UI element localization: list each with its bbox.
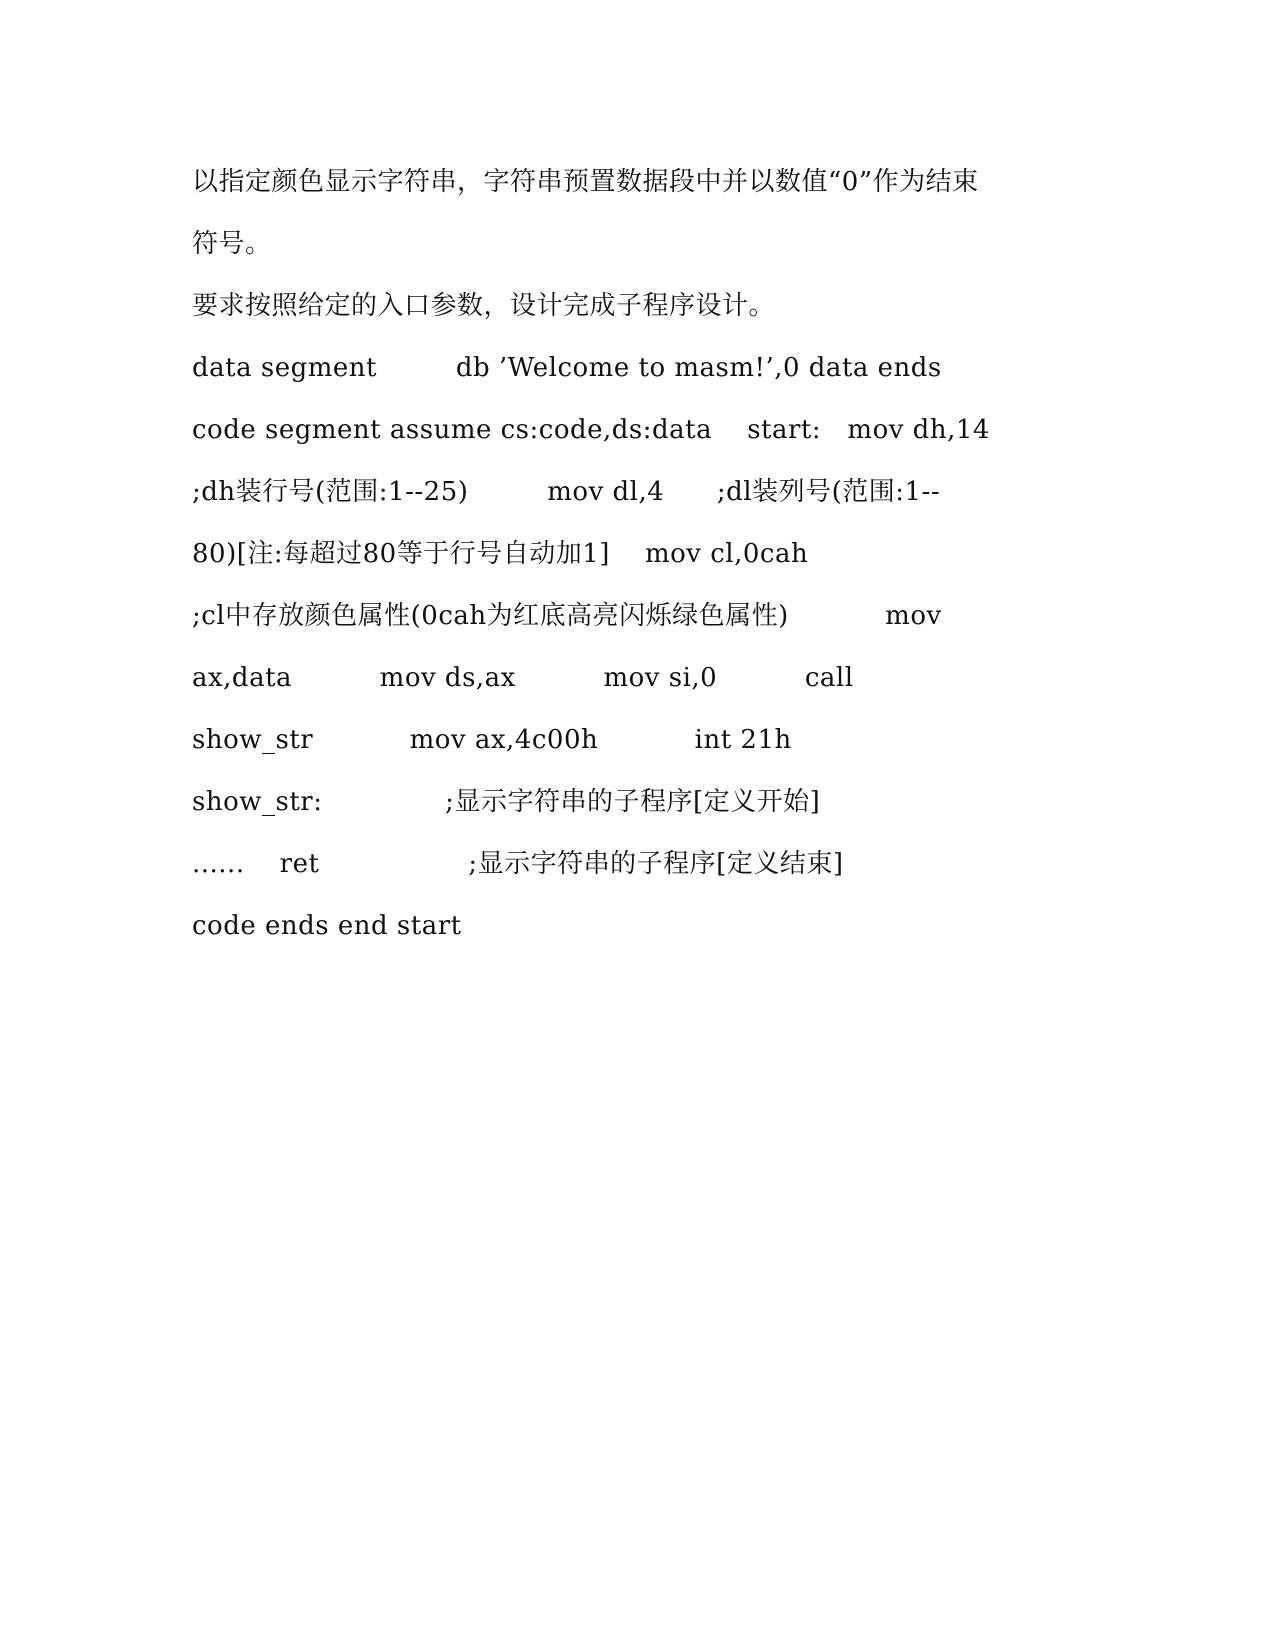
code-line-5: ;cl中存放颜色属性(0cah为红底高亮闪烁绿色属性) mov xyxy=(192,601,942,631)
code-line-7: show_str mov ax,4c00h int 21h xyxy=(192,725,792,755)
code-line-1: data segment db ’Welcome to masm!’,0 data ends xyxy=(192,353,942,383)
code-line-6: ax,data mov ds,ax mov si,0 call xyxy=(192,663,854,693)
text-line-1: 以指定颜色显示字符串，字符串预置数据段中并以数值“0”作为结束 xyxy=(192,167,979,197)
text-line-3: 要求按照给定的入口参数，设计完成子程序设计。 xyxy=(192,291,776,321)
code-line-3: ;dh装行号(范围:1--25) mov dl,4 ;dl装列号(范围:1-- xyxy=(192,477,941,507)
code-line-8: show_str: ;显示字符串的子程序[定义开始] xyxy=(192,787,821,817)
text-line-2: 符号。 xyxy=(192,229,272,259)
code-line-10: code ends end start xyxy=(192,911,462,941)
code-line-2: code segment assume cs:code,ds:data start: mov dh,14 xyxy=(192,415,990,445)
code-line-9: ...... ret ;显示字符串的子程序[定义结束] xyxy=(192,849,844,879)
code-line-4: 80)[注:每超过80等于行号自动加1] mov cl,0cah xyxy=(192,539,809,569)
